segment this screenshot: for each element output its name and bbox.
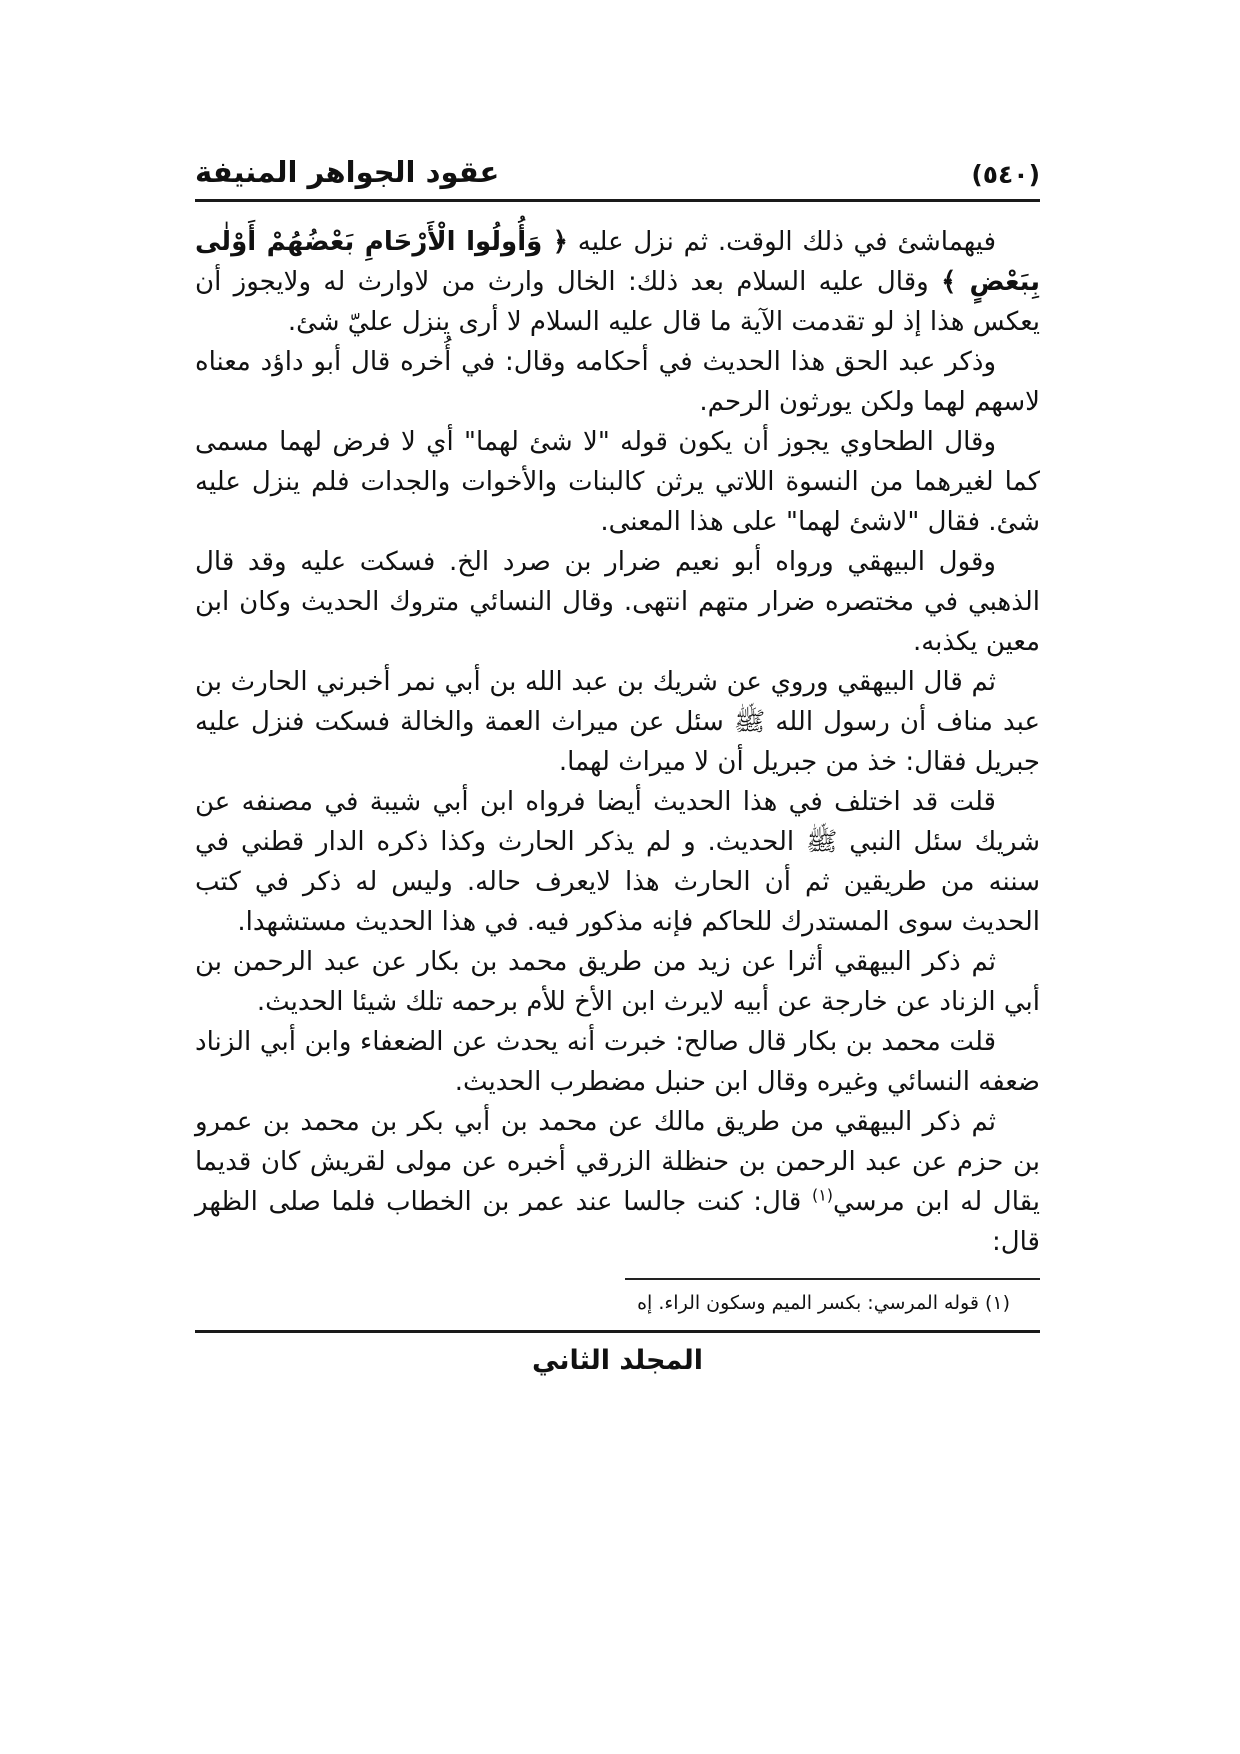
paragraph-9-text-after: قال: كنت جالسا عند عمر بن الخطاب فلما صلى الظهر قال: <box>195 1187 1040 1257</box>
paragraph-2: وذكر عبد الحق هذا الحديث في أحكامه وقال: في أُخره قال أبو داؤد معناه لاسهم لهما ولكن يورثون الرحم. <box>195 347 1040 417</box>
paragraph-4: وقول البيهقي ورواه أبو نعيم ضرار بن صرد الخ. فسكت عليه وقد قال الذهبي في مختصره ضرار متهم انتهى. وقال النسائي متروك الحديث وكان ابن معين يكذبه. <box>195 547 1040 657</box>
paragraph-3: وقال الطحاوي يجوز أن يكون قوله "لا شئ لهما" أي لا فرض لهما مسمى كما لغيرهما من النسوة اللاتي يرثن كالبنات والأخوات والجدات فلم ينزل عليه شئ. فقال "لاشئ لهما" على هذا المعنى. <box>195 427 1040 537</box>
page-number: (٥٤٠) <box>971 160 1040 189</box>
book-title: عقود الجواهر المنيفة <box>195 155 500 189</box>
paragraph-9 <box>195 1102 1040 1262</box>
paragraph-1-text-after: وقال عليه السلام بعد ذلك: الخال وارث من لاوارث له ولايجوز أن يعكس هذا إذ لو تقدمت الآية ما قال عليه السلام لا أرى ينزل عليّ شئ. <box>195 267 1040 337</box>
footnote-text: (١) قوله المرسي: بكسر الميم وسكون الراء. إه <box>637 1292 1010 1314</box>
paragraph-7: ثم ذكر البيهقي أثرا عن زيد من طريق محمد بن بكار عن عبد الرحمن بن أبي الزناد عن خارجة عن أبيه لايرث ابن الأخ للأم برحمه تلك شيئا الحديث. <box>195 947 1040 1017</box>
footnote-reference-marker: (١) <box>811 1185 834 1205</box>
bottom-rule <box>195 1330 1040 1333</box>
paragraph-1 <box>195 222 1040 342</box>
paragraph-6: قلت قد اختلف في هذا الحديث أيضا فرواه ابن أبي شيبة في مصنفه عن شريك سئل النبي ﷺ الحديث. و لم يذكر الحارث وكذا ذكره الدار قطني في سننه من طريقين ثم أن الحارث هذا لايعرف حاله. وليس له ذكر في كتب الحديث سوى المستدرك للحاكم فإنه مذكور فيه. في هذا الحديث مستشهدا. <box>195 787 1040 937</box>
paragraph-1-text-before: فيهماشئ في ذلك الوقت. ثم نزل عليه <box>577 227 996 257</box>
paragraph-8: قلت محمد بن بكار قال صالح: خبرت أنه يحدث عن الضعفاء وابن أبي الزناد ضعفه النسائي وغيره وقال ابن حنبل مضطرب الحديث. <box>195 1027 1040 1097</box>
paragraph-9-text-before: ثم ذكر البيهقي من طريق مالك عن محمد بن أبي بكر بن محمد بن عمرو بن حزم عن عبد الرحمن بن حنظلة الزرقي أخبره عن مولى لقريش كان قديما يقال له ابن مرسي <box>195 1107 1041 1217</box>
volume-footer: المجلد الثاني <box>532 1345 703 1376</box>
body-text <box>195 222 1040 1262</box>
page-header <box>195 155 1040 202</box>
paragraph-5: ثم قال البيهقي وروي عن شريك بن عبد الله بن أبي نمر أخبرني الحارث بن عبد مناف أن رسول الله ﷺ سئل عن ميراث العمة والخالة فسكت فنزل عليه جبريل فقال: خذ من جبريل أن لا ميراث لهما. <box>195 667 1040 777</box>
quran-verse: ﴿ وَأُولُوا الْأَرْحَامِ بَعْضُهُمْ أَوْلٰى بِبَعْضٍ ﴾ <box>195 227 1040 297</box>
